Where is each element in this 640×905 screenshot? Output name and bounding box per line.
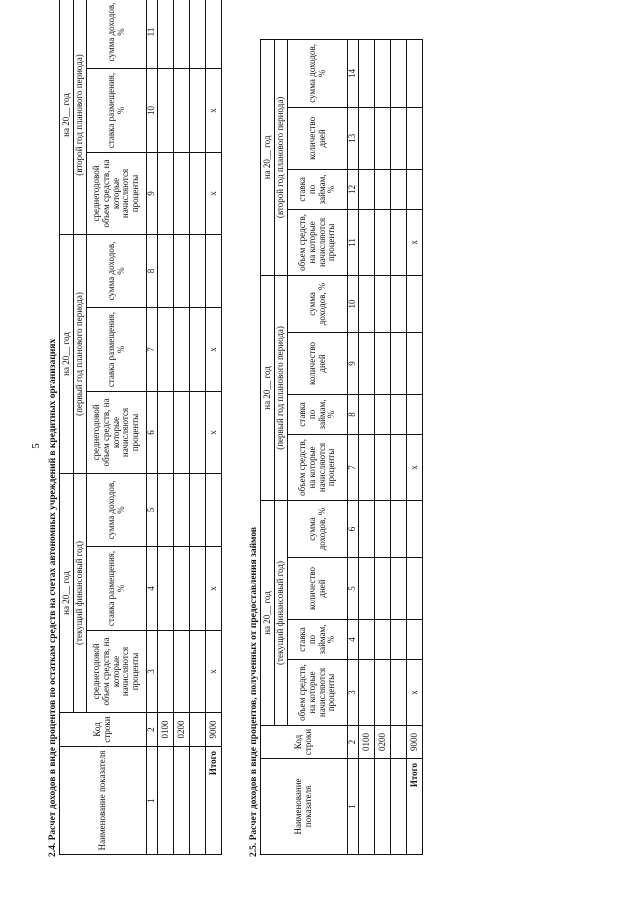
subheader-avg-volume: среднегодовой объем средств, на которые начисляются проценты xyxy=(87,631,147,713)
cell xyxy=(407,39,423,107)
cell xyxy=(206,474,222,547)
section-2-5-title: 2.5. Расчет доходов в виде процентов, полученных от предоставления займов xyxy=(249,526,259,857)
table-row xyxy=(190,0,206,855)
cell xyxy=(158,547,174,631)
row-name: Итого xyxy=(206,747,222,855)
row-code: 9000 xyxy=(206,713,222,747)
cell xyxy=(391,39,407,107)
subheader-avg-volume: среднегодовой объем средств, на которые начисляются проценты xyxy=(87,392,147,474)
cell xyxy=(359,434,375,500)
cell xyxy=(407,394,423,434)
cell: x xyxy=(206,69,222,153)
cell xyxy=(190,631,206,713)
subheader-rate: ставка по займам, % xyxy=(288,394,348,434)
interest-loans-table xyxy=(260,39,423,855)
cell xyxy=(359,620,375,660)
cell xyxy=(158,0,174,69)
cell xyxy=(391,169,407,209)
cell xyxy=(375,39,391,107)
cell xyxy=(359,558,375,620)
row-code: 0100 xyxy=(158,713,174,747)
cell: x xyxy=(407,434,423,500)
period-top: на 20__ год xyxy=(60,235,74,474)
subheader-sum: сумма доходов, % xyxy=(288,275,348,332)
row-code xyxy=(190,713,206,747)
cell xyxy=(375,209,391,275)
period-top: на 20__ год xyxy=(261,275,275,500)
cell: x xyxy=(206,392,222,474)
cell xyxy=(174,392,190,474)
subheader-rate: ставка размещения, % xyxy=(87,547,147,631)
cell xyxy=(190,308,206,392)
cell xyxy=(174,547,190,631)
cell xyxy=(375,107,391,169)
cell xyxy=(206,235,222,308)
row-name xyxy=(375,759,391,855)
subheader-rate: ставка размещения, % xyxy=(87,69,147,153)
total-row xyxy=(407,39,423,854)
row-name xyxy=(174,747,190,855)
cell xyxy=(190,69,206,153)
col-number: 8 xyxy=(147,235,158,308)
cell xyxy=(375,394,391,434)
col-number: 10 xyxy=(348,275,359,332)
cell xyxy=(407,107,423,169)
cell xyxy=(190,235,206,308)
interest-deposits-table xyxy=(59,0,222,855)
subheader-volume: объем средств, на которые начисляются проценты xyxy=(288,209,348,275)
cell xyxy=(391,434,407,500)
period-sub: (первый год планового периода) xyxy=(74,235,87,474)
cell xyxy=(190,392,206,474)
subheader-days: количество дней xyxy=(288,332,348,394)
col-number: 6 xyxy=(348,500,359,557)
col-number: 7 xyxy=(147,308,158,392)
row-code: 9000 xyxy=(407,726,423,759)
row-name: Итого xyxy=(407,759,423,855)
table-row xyxy=(375,39,391,854)
row-code: 0200 xyxy=(375,726,391,759)
subheader-sum: сумма доходов, % xyxy=(288,500,348,557)
cell xyxy=(391,558,407,620)
col-number: 10 xyxy=(147,69,158,153)
cell xyxy=(174,308,190,392)
row-code: 0200 xyxy=(174,713,190,747)
cell: x xyxy=(206,308,222,392)
col-number: 1 xyxy=(147,747,158,855)
cell xyxy=(158,474,174,547)
cell xyxy=(375,620,391,660)
subheader-days: количество дней xyxy=(288,558,348,620)
cell xyxy=(391,500,407,557)
cell xyxy=(158,153,174,235)
subheader-rate: ставка размещения, % xyxy=(87,308,147,392)
cell xyxy=(174,235,190,308)
cell xyxy=(407,620,423,660)
col-number: 12 xyxy=(348,169,359,209)
cell xyxy=(190,153,206,235)
cell xyxy=(407,332,423,394)
cell: x xyxy=(407,209,423,275)
cell xyxy=(391,620,407,660)
cell xyxy=(359,500,375,557)
period-sub: (второй год планового периода) xyxy=(275,39,288,275)
cell xyxy=(407,169,423,209)
section-2-4-title: 2.4. Расчет доходов в виде процентов по остаткам средств на счетах автономных учреждений в кредитных организациях xyxy=(48,338,58,857)
cell xyxy=(174,69,190,153)
col-number: 14 xyxy=(348,39,359,107)
cell xyxy=(359,660,375,726)
col-number: 11 xyxy=(348,209,359,275)
cell xyxy=(190,0,206,69)
cell xyxy=(158,392,174,474)
cell xyxy=(158,631,174,713)
cell xyxy=(359,209,375,275)
col-number: 11 xyxy=(147,0,158,69)
cell xyxy=(391,394,407,434)
cell xyxy=(407,500,423,557)
col-number: 4 xyxy=(147,547,158,631)
cell xyxy=(375,169,391,209)
table-row xyxy=(359,39,375,854)
header-code: Код строки xyxy=(60,713,147,747)
cell xyxy=(174,0,190,69)
subheader-sum: сумма доходов, % xyxy=(288,39,348,107)
subheader-rate: ставка по займам, % xyxy=(288,620,348,660)
cell: x xyxy=(407,660,423,726)
cell xyxy=(158,235,174,308)
cell xyxy=(174,631,190,713)
subheader-rate: ставка по займам, % xyxy=(288,169,348,209)
subheader-volume: объем средств, на которые начисляются проценты xyxy=(288,434,348,500)
col-number: 3 xyxy=(348,660,359,726)
subheader-avg-volume: среднегодовой объем средств, на которые начисляются проценты xyxy=(87,153,147,235)
col-number: 5 xyxy=(147,474,158,547)
col-number: 9 xyxy=(147,153,158,235)
cell xyxy=(375,434,391,500)
section-2-5 xyxy=(248,0,423,905)
col-number: 7 xyxy=(348,434,359,500)
subheader-volume: объем средств, на которые начисляются проценты xyxy=(288,660,348,726)
period-sub: (текущий финансовый год) xyxy=(275,500,288,725)
col-number: 3 xyxy=(147,631,158,713)
col-number: 4 xyxy=(348,620,359,660)
row-code: 0100 xyxy=(359,726,375,759)
row-name xyxy=(391,759,407,855)
cell xyxy=(375,332,391,394)
cell xyxy=(158,308,174,392)
cell xyxy=(190,474,206,547)
cell: x xyxy=(206,631,222,713)
col-number: 6 xyxy=(147,392,158,474)
cell xyxy=(375,500,391,557)
cell xyxy=(407,558,423,620)
col-number: 1 xyxy=(348,759,359,855)
period-sub: (первый год планового периода) xyxy=(275,275,288,500)
col-number: 2 xyxy=(147,713,158,747)
header-name: Наименование показателя xyxy=(60,747,147,855)
cell xyxy=(391,275,407,332)
cell xyxy=(359,394,375,434)
period-top: на 20__ год xyxy=(261,39,275,275)
page-number: 5 xyxy=(30,443,42,449)
cell: x xyxy=(206,547,222,631)
period-sub: (второй год планового периода) xyxy=(74,0,87,235)
period-top: на 20__ год xyxy=(60,0,74,235)
cell xyxy=(359,39,375,107)
cell xyxy=(391,209,407,275)
col-number: 13 xyxy=(348,107,359,169)
cell xyxy=(391,332,407,394)
row-code xyxy=(391,726,407,759)
cell xyxy=(375,660,391,726)
cell xyxy=(359,107,375,169)
subheader-sum: сумма доходов, % xyxy=(87,235,147,308)
period-top: на 20__ год xyxy=(261,500,275,725)
period-top: на 20__ год xyxy=(60,474,74,713)
cell xyxy=(359,169,375,209)
table-row xyxy=(158,0,174,855)
subheader-sum: сумма доходов, % xyxy=(87,474,147,547)
col-number: 2 xyxy=(348,726,359,759)
subheader-sum: сумма доходов, % xyxy=(87,0,147,69)
cell xyxy=(174,474,190,547)
cell xyxy=(158,69,174,153)
cell xyxy=(391,660,407,726)
col-number: 9 xyxy=(348,332,359,394)
cell xyxy=(206,0,222,69)
table-row xyxy=(391,39,407,854)
cell xyxy=(375,275,391,332)
row-name xyxy=(190,747,206,855)
cell xyxy=(407,275,423,332)
subheader-days: количество дней xyxy=(288,107,348,169)
header-code: Код строки xyxy=(261,726,348,759)
cell xyxy=(375,558,391,620)
col-number: 5 xyxy=(348,558,359,620)
col-number: 8 xyxy=(348,394,359,434)
header-name: Наименование показателя xyxy=(261,759,348,855)
cell xyxy=(391,107,407,169)
cell: x xyxy=(206,153,222,235)
cell xyxy=(359,275,375,332)
cell xyxy=(190,547,206,631)
table-row xyxy=(174,0,190,855)
section-2-4 xyxy=(47,0,222,905)
total-row xyxy=(206,0,222,855)
row-name xyxy=(158,747,174,855)
row-name xyxy=(359,759,375,855)
cell xyxy=(174,153,190,235)
period-sub: (текущий финансовый год) xyxy=(74,474,87,713)
cell xyxy=(359,332,375,394)
